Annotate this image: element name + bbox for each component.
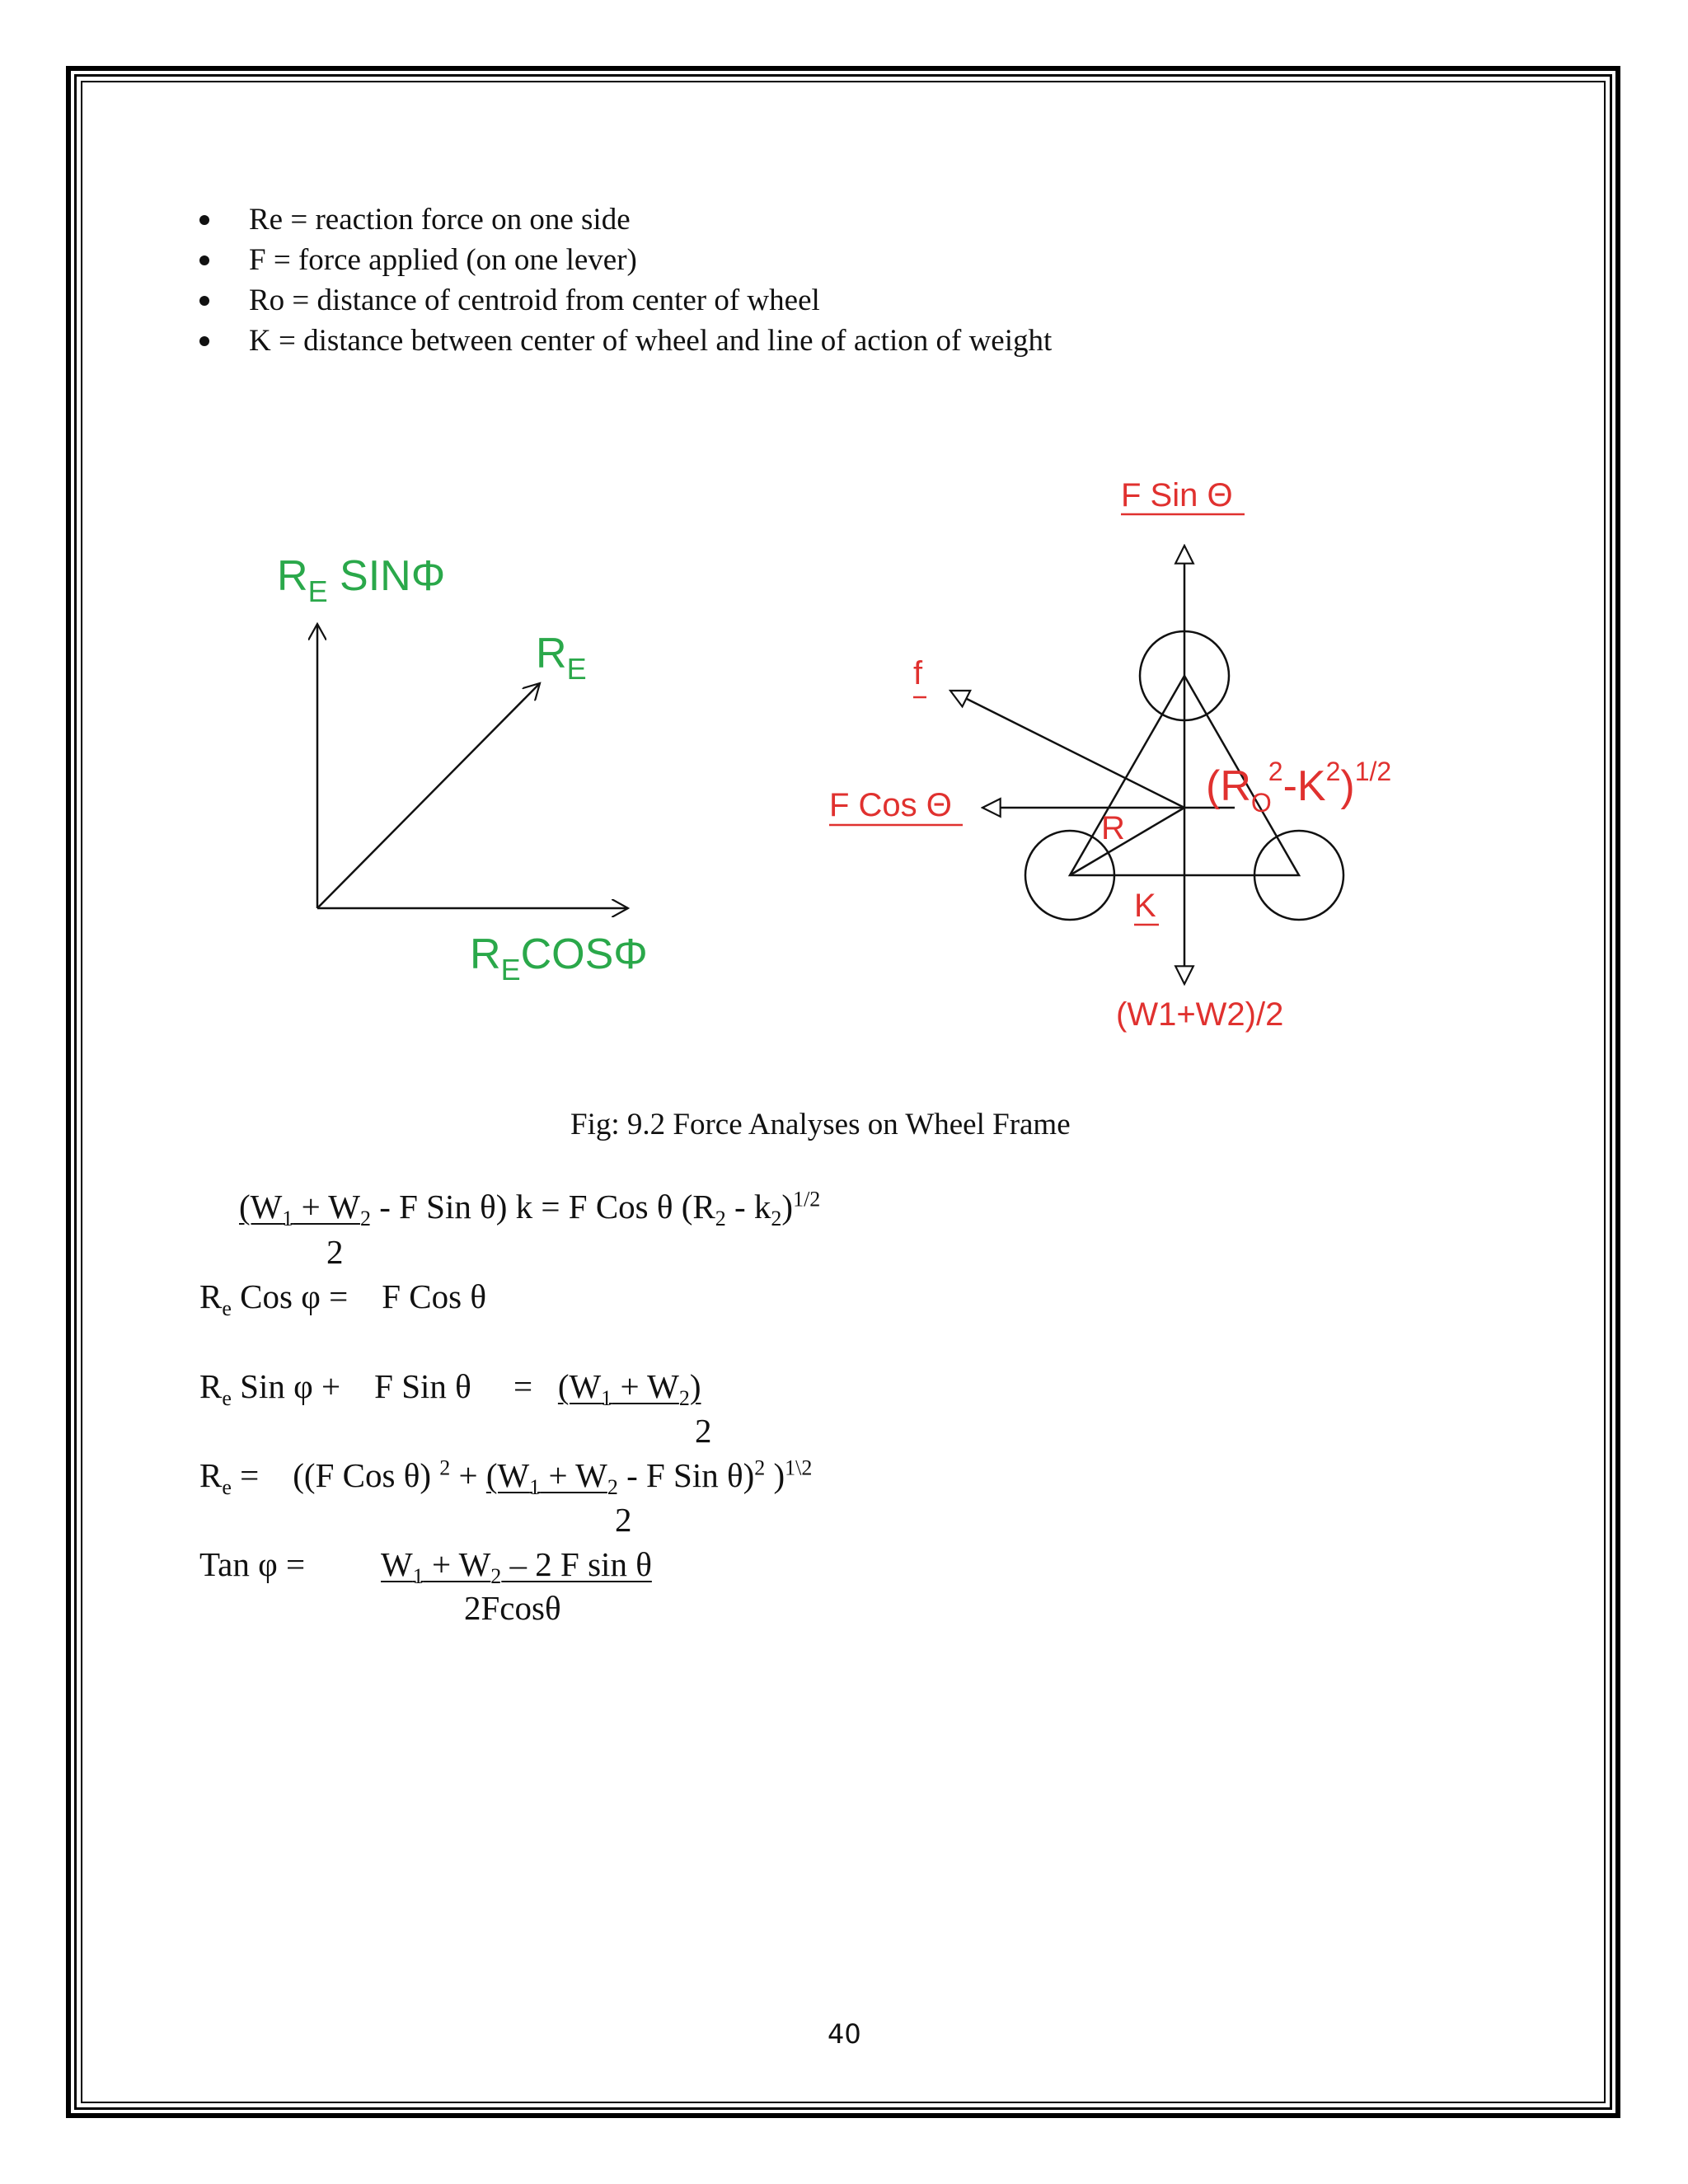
- re-cos-label: $R_ECOS\Phi$: [470, 930, 648, 987]
- eq4-numerator: ($W_1 + W_2$: [485, 1456, 618, 1500]
- bullet-text: Re = reaction force on one side: [249, 203, 631, 237]
- equation-3-denominator: 2: [695, 1412, 712, 1450]
- re-label: $R_E$: [536, 630, 587, 686]
- right-wheel-frame-diagram: [829, 477, 1391, 1033]
- equation-5-numerator: $W_1 + W_2 - 2$ F sin θ: [381, 1545, 652, 1589]
- left-vector-diagram: [277, 552, 648, 987]
- equation-1: ($W_1 + W_2 - F$ Sin θ) k = F Cos θ $(R_2 - k_2)^{1/2}$: [239, 1187, 821, 1231]
- equation-5: [199, 1544, 305, 1584]
- re-sin-label: $R_E$ SINΦ: [277, 552, 446, 608]
- bullet-text: Ro = distance of centroid from center of wheel: [249, 284, 820, 317]
- eq3-numerator: $(W_1 + W_2)$: [557, 1367, 701, 1411]
- f-label: f: [913, 655, 923, 691]
- r-line: [1070, 808, 1184, 875]
- bullet-text: K = distance between center of wheel and line of action of weight: [249, 324, 1053, 358]
- figure-caption: Fig: 9.2 Force Analyses on Wheel Frame: [570, 1108, 1071, 1141]
- equation-5-denominator: 2Fcosθ: [464, 1589, 561, 1627]
- f-arrow: [950, 691, 1184, 808]
- f-cos-label: F Cos Θ: [829, 787, 952, 823]
- k-label: K: [1134, 888, 1156, 924]
- equation-1-denominator: 2: [326, 1233, 344, 1271]
- page-number: 40: [828, 2018, 861, 2050]
- equation-4: $R_e$ = ((F Cos θ) $^2 + (W_1 + W_2 - F$ Sin θ)$^2$ )$^{1\backslash 2}$: [199, 1455, 813, 1500]
- equation-3: $R_e$ Sin φ + F Sin θ = $(W_1 + W_2)$: [199, 1367, 701, 1411]
- weight-label: (W1+W2)/2: [1116, 996, 1284, 1033]
- bullet-text: F = force applied (on one lever): [249, 243, 637, 277]
- eq1-numerator-part: ($W_1 + W_2$: [239, 1188, 371, 1231]
- eq5-lhs: Tan φ =: [199, 1545, 306, 1583]
- r-label: R: [1101, 810, 1125, 846]
- resultant-arrow: [317, 683, 540, 908]
- f-sin-label: F Sin Θ: [1121, 477, 1233, 513]
- ro-k-label: $(R_O2-K^2)^{1/2}$: [1206, 757, 1392, 818]
- equation-4-denominator: 2: [615, 1501, 632, 1539]
- equation-2: $R_e$ Cos φ = F Cos θ: [199, 1277, 486, 1321]
